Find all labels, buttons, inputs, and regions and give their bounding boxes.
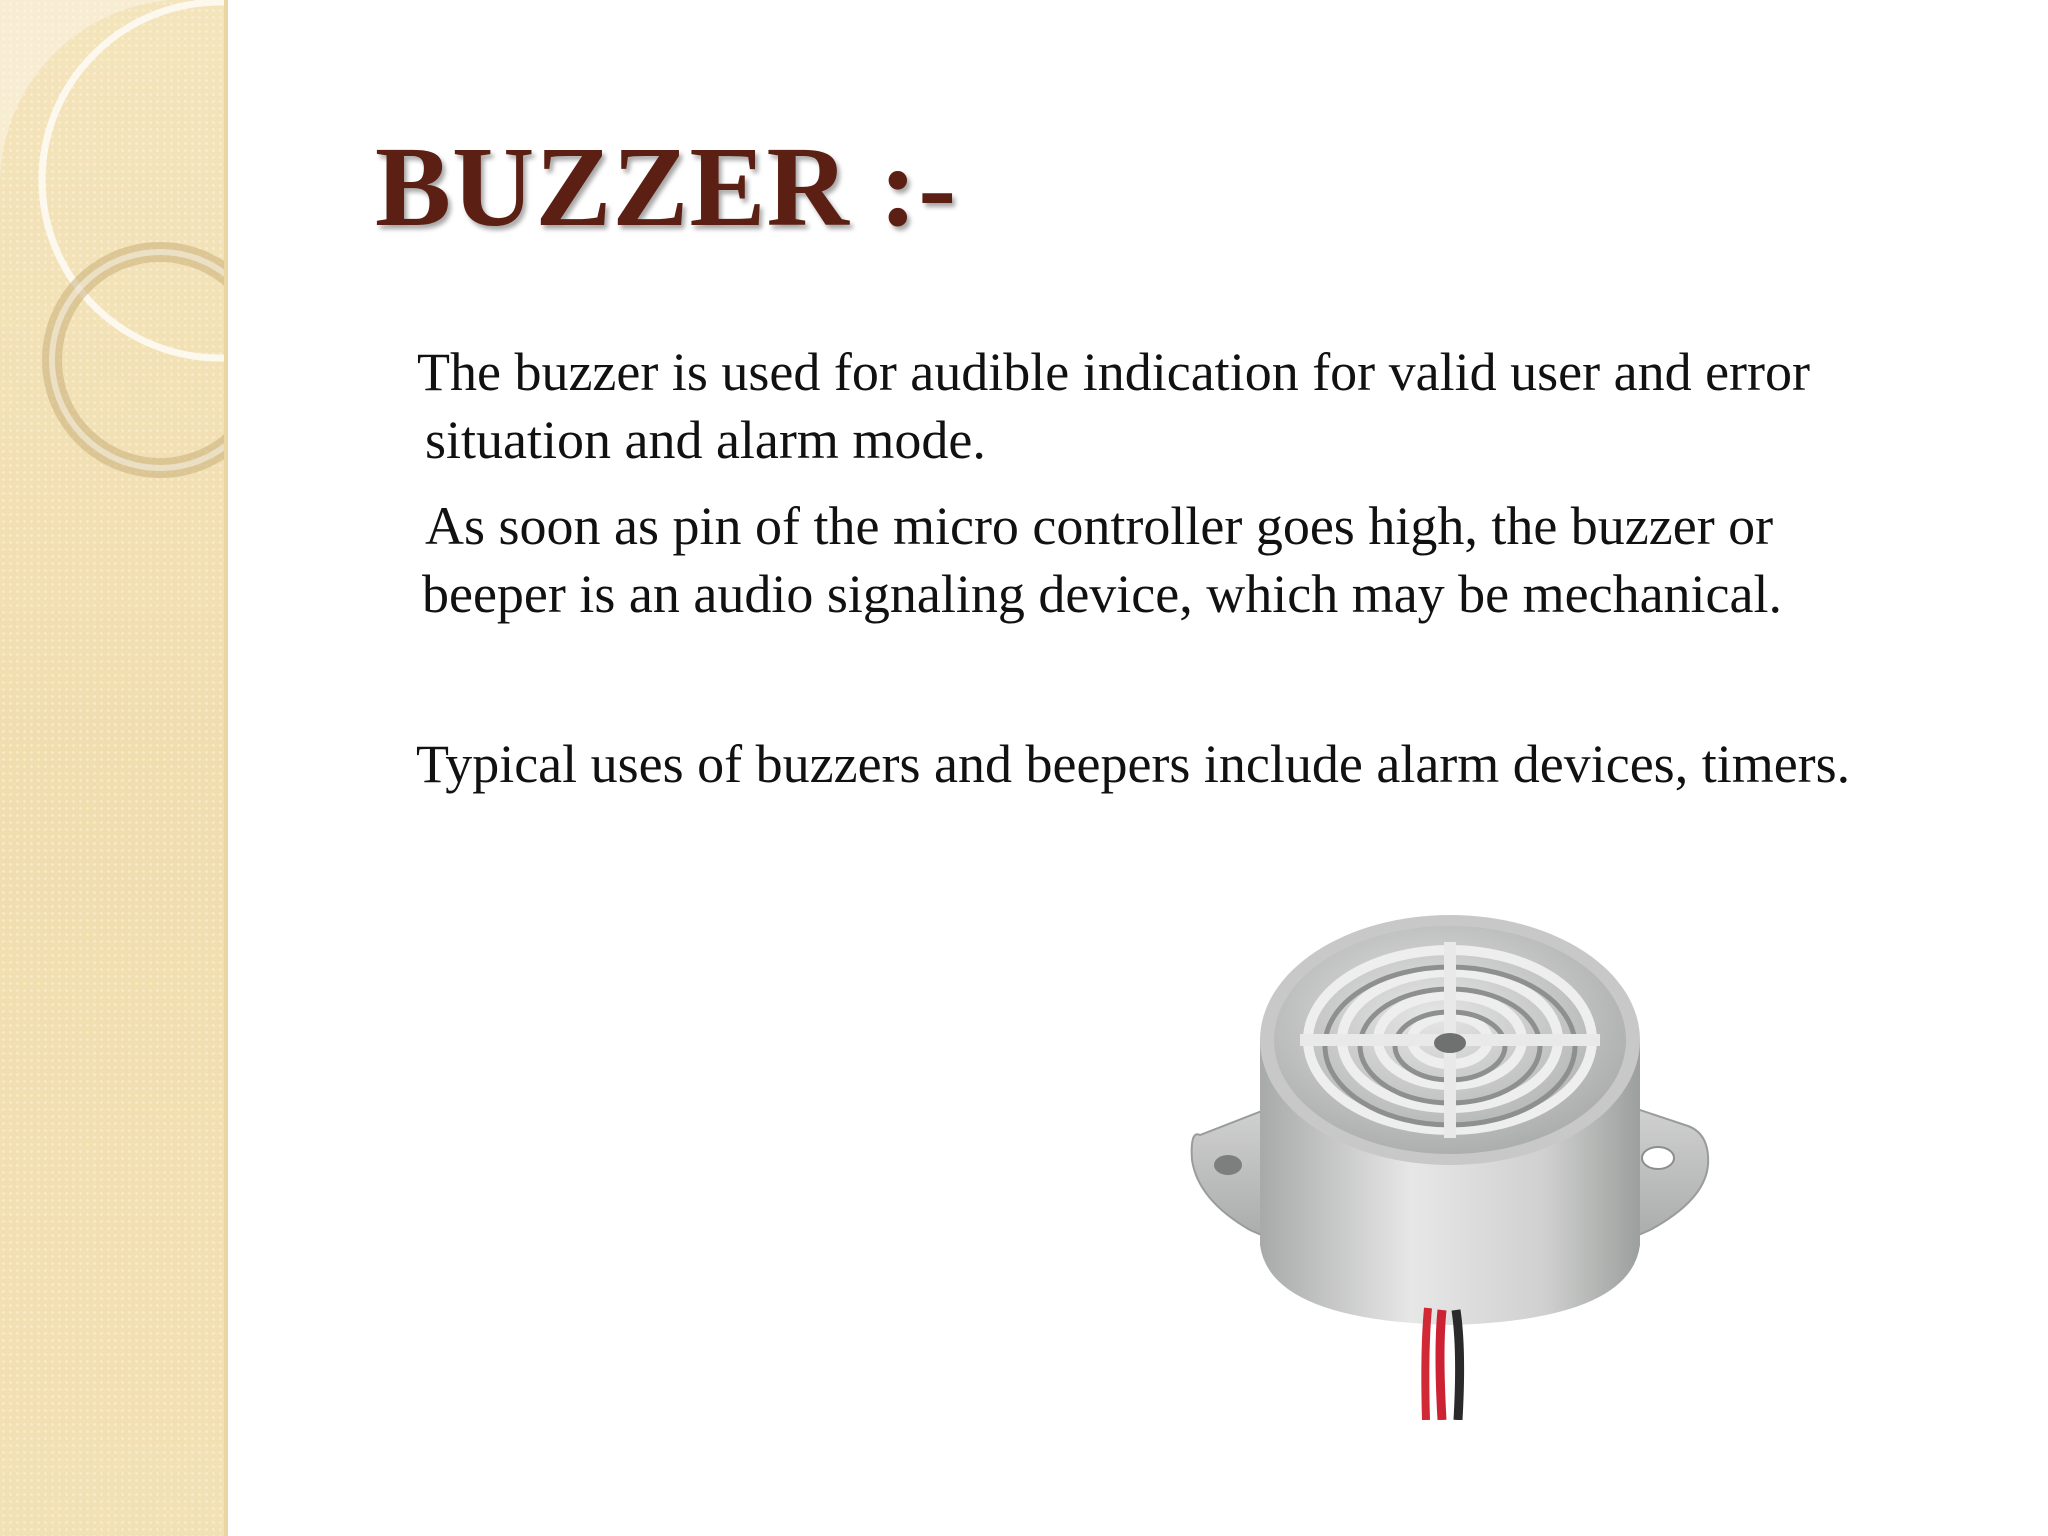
paragraph-line: The buzzer is used for audible indication for valid user and error bbox=[417, 342, 1810, 402]
paragraph-line: situation and alarm mode. bbox=[425, 410, 986, 470]
paragraph-line: As soon as pin of the micro controller goes high, the buzzer or bbox=[425, 496, 1774, 556]
side-band-edge bbox=[224, 0, 228, 1536]
buzzer-device-icon bbox=[1180, 900, 1720, 1420]
paragraph-buzzer-purpose bbox=[417, 338, 1810, 474]
paragraph-buzzer-operation bbox=[422, 492, 1782, 628]
slide-title: BUZZER :- bbox=[375, 123, 958, 250]
decorative-side-band bbox=[0, 0, 228, 1536]
paragraph-buzzer-uses bbox=[416, 730, 1850, 798]
paragraph-line: Typical uses of buzzers and beepers include alarm devices, timers. bbox=[416, 734, 1851, 794]
paragraph-line: beeper is an audio signaling device, which may be mechanical. bbox=[422, 564, 1782, 624]
decorative-circles bbox=[0, 0, 228, 1536]
